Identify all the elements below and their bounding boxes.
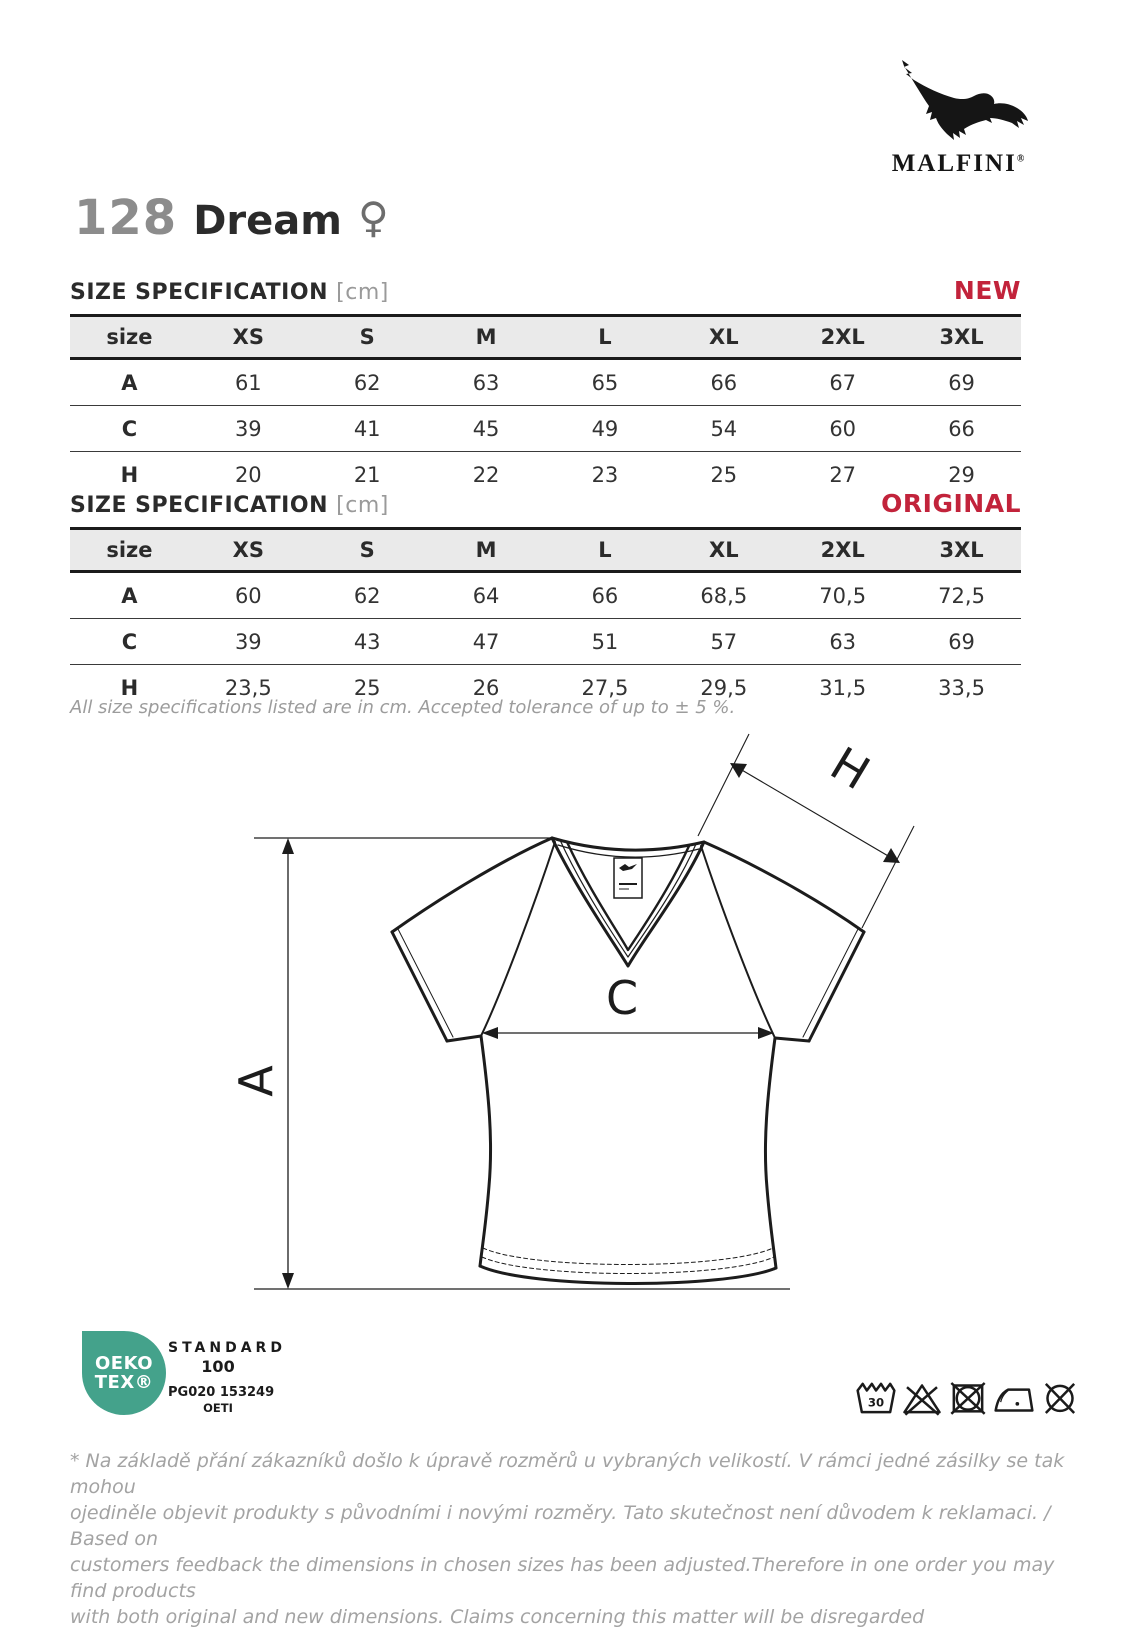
cell: 63: [427, 359, 546, 406]
cell: 25: [353, 675, 381, 700]
cell: 21: [353, 462, 381, 487]
do-not-bleach-icon: [902, 1376, 942, 1420]
cell: 27: [829, 462, 857, 487]
do-not-dry-clean-icon: [1040, 1376, 1080, 1420]
cell: 39: [189, 406, 308, 452]
col-s: S: [308, 529, 427, 572]
col-xl: XL: [664, 529, 783, 572]
cell: 66: [902, 406, 1021, 452]
cell: 61: [189, 359, 308, 406]
col-3xl: 3XL: [902, 316, 1021, 359]
footnote: [70, 1448, 1080, 1630]
cell: 41: [308, 406, 427, 452]
registered-mark: ®: [1016, 153, 1025, 165]
col-m: M: [427, 316, 546, 359]
col-l: L: [546, 529, 665, 572]
do-not-tumble-dry-icon: [948, 1376, 988, 1420]
row-label: H: [120, 675, 139, 700]
dimension-a-label: A: [229, 1065, 283, 1097]
oeko-institute: OETI: [203, 1401, 233, 1415]
wash-temp-text: 30: [867, 1395, 885, 1410]
table-row: [70, 406, 1021, 452]
section-heading-new: [70, 276, 1021, 305]
cell: 29: [948, 462, 975, 487]
section-title-text: SIZE SPECIFICATION: [70, 493, 328, 518]
row-label: C: [70, 619, 189, 665]
col-m: M: [427, 529, 546, 572]
cell: 64: [427, 572, 546, 619]
table-header-row: [70, 316, 1021, 359]
footnote-line: customers feedback the dimensions in chosen sizes has been adjusted.Therefore in one order you may find products: [70, 1554, 1055, 1602]
oeko-tex-badge: [82, 1331, 166, 1415]
section-unit: [cm]: [336, 493, 389, 518]
size-table-original: [70, 527, 1021, 710]
new-tag: NEW: [953, 276, 1021, 305]
product-title: [74, 190, 389, 246]
col-xs: XS: [189, 529, 308, 572]
cell: 57: [664, 619, 783, 665]
cell: 68,5: [664, 572, 783, 619]
cell: 66: [664, 359, 783, 406]
cell: 51: [546, 619, 665, 665]
col-size: size: [70, 529, 189, 572]
cell: 62: [308, 359, 427, 406]
oeko-standard-number: 100: [201, 1357, 235, 1376]
cell: 22: [472, 462, 500, 487]
section-title-text: SIZE SPECIFICATION: [70, 280, 328, 305]
cell: 47: [427, 619, 546, 665]
wash-30-icon: [856, 1376, 896, 1420]
section-heading-original: [70, 489, 1021, 518]
cell: 33,5: [938, 675, 985, 700]
col-xs: XS: [189, 316, 308, 359]
col-xl: XL: [664, 316, 783, 359]
size-table-new: [70, 314, 1021, 497]
cell: 65: [546, 359, 665, 406]
dimension-c-label: C: [605, 971, 639, 1025]
care-symbols: [856, 1376, 1080, 1420]
neck-label-tag: [614, 858, 642, 898]
col-2xl: 2XL: [783, 529, 902, 572]
col-3xl: 3XL: [902, 529, 1021, 572]
cell: 60: [783, 406, 902, 452]
malfini-bird-icon: [882, 52, 1034, 144]
oeko-badge-line1: OEKO: [94, 1352, 154, 1374]
cell: 60: [189, 572, 308, 619]
tshirt-measurement-diagram: [230, 726, 950, 1306]
section-title: [70, 493, 389, 518]
cell: 67: [783, 359, 902, 406]
cell: 26: [472, 675, 500, 700]
female-symbol-icon: ♀: [357, 193, 389, 242]
cell: 45: [427, 406, 546, 452]
product-name: Dream: [193, 198, 342, 244]
cell: 23,5: [224, 675, 272, 700]
cell: 25: [710, 462, 738, 487]
cell: 49: [546, 406, 665, 452]
row-label: C: [70, 406, 189, 452]
cell: 69: [902, 359, 1021, 406]
section-unit: [cm]: [336, 280, 389, 305]
cell: 54: [664, 406, 783, 452]
brand-name-text: MALFINI: [891, 150, 1017, 177]
cell: 63: [783, 619, 902, 665]
cell: 72,5: [902, 572, 1021, 619]
row-label: H: [120, 462, 139, 487]
col-s: S: [308, 316, 427, 359]
oeko-standard-label: STANDARD: [168, 1340, 286, 1356]
cell: 20: [234, 462, 262, 487]
col-2xl: 2XL: [783, 316, 902, 359]
table-row: [70, 359, 1021, 406]
cell: 29,5: [700, 675, 748, 700]
col-size: size: [70, 316, 189, 359]
oeko-badge-line2: TEX®: [94, 1372, 154, 1393]
footnote-line: * Na základě přání zákazníků došlo k úpravě rozměrů u vybraných velikostí. V rámci jedné zásilky se tak mohou: [70, 1450, 1065, 1498]
cell: 43: [308, 619, 427, 665]
cell: 31,5: [819, 675, 867, 700]
row-label: A: [70, 572, 189, 619]
tshirt-outline: [392, 838, 864, 1284]
brand-wordmark: [878, 150, 1038, 178]
oeko-tex-details: [168, 1340, 286, 1415]
cell: 27,5: [581, 675, 629, 700]
dimension-a: [254, 838, 790, 1289]
cell: 66: [546, 572, 665, 619]
table-header-row: [70, 529, 1021, 572]
original-tag: ORIGINAL: [881, 489, 1021, 518]
footnote-line: with both original and new dimensions. Claims concerning this matter will be disregarded: [70, 1606, 925, 1628]
cell: 23: [591, 462, 619, 487]
cell: 62: [308, 572, 427, 619]
oeko-certificate-code: PG020 153249: [168, 1385, 275, 1400]
col-l: L: [546, 316, 665, 359]
table-row: [70, 572, 1021, 619]
cell: 69: [902, 619, 1021, 665]
tolerance-note: All size specifications listed are in cm. Accepted tolerance of up to ± 5 %.: [70, 697, 736, 718]
table-row: [70, 619, 1021, 665]
cell: 70,5: [783, 572, 902, 619]
row-label: A: [70, 359, 189, 406]
brand-logo: [878, 52, 1038, 178]
cell: 39: [189, 619, 308, 665]
footnote-line: ojediněle objevit produkty s původními i novými rozměry. Tato skutečnost není důvodem k reklamaci. / Based on: [70, 1502, 1051, 1550]
iron-low-icon: [994, 1376, 1034, 1420]
product-number: 128: [74, 190, 178, 246]
dimension-h-label: H: [821, 736, 879, 801]
section-title: [70, 280, 389, 305]
